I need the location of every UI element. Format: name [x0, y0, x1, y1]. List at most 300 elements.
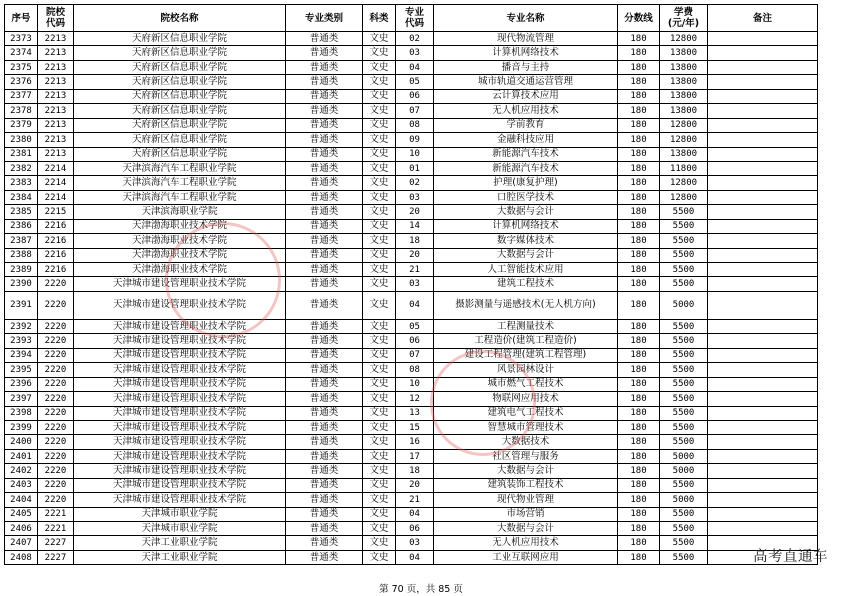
cell-category: 普通类 — [286, 478, 363, 492]
cell-fee: 5500 — [660, 334, 708, 348]
cell-subject: 文史 — [363, 219, 396, 233]
cell-school-code: 2220 — [38, 348, 74, 362]
cell-major-name: 城市轨道交通运营管理 — [434, 75, 618, 89]
cell-subject: 文史 — [363, 60, 396, 74]
cell-remark — [708, 277, 818, 291]
cell-remark — [708, 176, 818, 190]
cell-seq: 2374 — [5, 46, 38, 60]
cell-school-code: 2213 — [38, 104, 74, 118]
cell-remark — [708, 263, 818, 277]
cell-major-code: 01 — [396, 161, 434, 175]
cell-score: 180 — [618, 104, 660, 118]
table-row — [5, 75, 818, 89]
cell-school-name: 天津城市职业学院 — [74, 507, 286, 521]
cell-remark — [708, 363, 818, 377]
header-subject: 科类 — [363, 5, 396, 32]
cell-seq: 2386 — [5, 219, 38, 233]
cell-school-name: 天津城市建设管理职业技术学院 — [74, 464, 286, 478]
cell-remark — [708, 205, 818, 219]
table-row — [5, 319, 818, 333]
cell-school-code: 2221 — [38, 507, 74, 521]
cell-fee: 5000 — [660, 493, 708, 507]
cell-remark — [708, 291, 818, 319]
cell-subject: 文史 — [363, 32, 396, 46]
cell-category: 普通类 — [286, 46, 363, 60]
cell-major-name: 大数据与会计 — [434, 522, 618, 536]
cell-score: 180 — [618, 161, 660, 175]
cell-subject: 文史 — [363, 420, 396, 434]
cell-fee: 5500 — [660, 277, 708, 291]
cell-school-code: 2220 — [38, 277, 74, 291]
page-footer: 第 70 页，共 85 页 — [379, 584, 463, 595]
cell-major-name: 工程造价(建筑工程造价) — [434, 334, 618, 348]
cell-category: 普通类 — [286, 550, 363, 564]
cell-category: 普通类 — [286, 248, 363, 262]
table-row — [5, 392, 818, 406]
cell-major-name: 计算机网络技术 — [434, 219, 618, 233]
cell-school-code: 2216 — [38, 219, 74, 233]
cell-fee: 13800 — [660, 46, 708, 60]
cell-subject: 文史 — [363, 348, 396, 362]
cell-category: 普通类 — [286, 493, 363, 507]
cell-school-code: 2220 — [38, 478, 74, 492]
cell-fee: 5500 — [660, 248, 708, 262]
cell-subject: 文史 — [363, 435, 396, 449]
table-row — [5, 464, 818, 478]
table-row — [5, 334, 818, 348]
cell-school-name: 天津城市建设管理职业技术学院 — [74, 406, 286, 420]
cell-school-code: 2215 — [38, 205, 74, 219]
cell-score: 180 — [618, 263, 660, 277]
cell-major-code: 18 — [396, 464, 434, 478]
cell-major-code: 21 — [396, 493, 434, 507]
cell-school-code: 2213 — [38, 75, 74, 89]
cell-remark — [708, 248, 818, 262]
header-row — [5, 5, 818, 32]
cell-major-name: 摄影测量与遥感技术(无人机方向) — [434, 291, 618, 319]
cell-school-name: 天府新区信息职业学院 — [74, 46, 286, 60]
cell-score: 180 — [618, 478, 660, 492]
cell-fee: 5500 — [660, 507, 708, 521]
cell-major-name: 计算机网络技术 — [434, 46, 618, 60]
cell-category: 普通类 — [286, 435, 363, 449]
cell-major-name: 新能源汽车技术 — [434, 147, 618, 161]
cell-fee: 5500 — [660, 550, 708, 564]
cell-school-name: 天津城市建设管理职业技术学院 — [74, 420, 286, 434]
cell-score: 180 — [618, 291, 660, 319]
cell-school-name: 天津城市职业学院 — [74, 522, 286, 536]
cell-major-name: 大数据技术 — [434, 435, 618, 449]
cell-category: 普通类 — [286, 363, 363, 377]
cell-subject: 文史 — [363, 363, 396, 377]
cell-subject: 文史 — [363, 392, 396, 406]
cell-major-name: 大数据与会计 — [434, 205, 618, 219]
cell-category: 普通类 — [286, 118, 363, 132]
cell-remark — [708, 435, 818, 449]
cell-subject: 文史 — [363, 464, 396, 478]
cell-remark — [708, 392, 818, 406]
cell-seq: 2378 — [5, 104, 38, 118]
cell-major-name: 数字媒体技术 — [434, 234, 618, 248]
cell-school-code: 2216 — [38, 248, 74, 262]
cell-seq: 2402 — [5, 464, 38, 478]
cell-category: 普通类 — [286, 75, 363, 89]
cell-remark — [708, 234, 818, 248]
cell-fee: 13800 — [660, 147, 708, 161]
cell-subject: 文史 — [363, 319, 396, 333]
cell-major-name: 市场营销 — [434, 507, 618, 521]
cell-remark — [708, 464, 818, 478]
cell-remark — [708, 118, 818, 132]
cell-subject: 文史 — [363, 493, 396, 507]
cell-school-name: 天津渤海职业技术学院 — [74, 219, 286, 233]
cell-remark — [708, 522, 818, 536]
cell-school-name: 天津工业职业学院 — [74, 536, 286, 550]
cell-category: 普通类 — [286, 219, 363, 233]
cell-seq: 2404 — [5, 493, 38, 507]
cell-school-name: 天津滨海汽车工程职业学院 — [74, 161, 286, 175]
cell-school-code: 2213 — [38, 147, 74, 161]
cell-seq: 2375 — [5, 60, 38, 74]
cell-school-code: 2216 — [38, 234, 74, 248]
cell-subject: 文史 — [363, 406, 396, 420]
cell-major-code: 06 — [396, 522, 434, 536]
cell-major-name: 风景园林设计 — [434, 363, 618, 377]
table-row — [5, 234, 818, 248]
cell-major-code: 03 — [396, 536, 434, 550]
cell-subject: 文史 — [363, 507, 396, 521]
cell-remark — [708, 147, 818, 161]
cell-school-code: 2213 — [38, 133, 74, 147]
cell-seq: 2384 — [5, 190, 38, 204]
cell-seq: 2392 — [5, 319, 38, 333]
cell-subject: 文史 — [363, 522, 396, 536]
cell-subject: 文史 — [363, 147, 396, 161]
cell-major-code: 05 — [396, 319, 434, 333]
cell-major-name: 金融科技应用 — [434, 133, 618, 147]
cell-seq: 2385 — [5, 205, 38, 219]
cell-fee: 5000 — [660, 464, 708, 478]
cell-fee: 13800 — [660, 60, 708, 74]
cell-score: 180 — [618, 176, 660, 190]
cell-major-name: 建筑装饰工程技术 — [434, 478, 618, 492]
table-row — [5, 522, 818, 536]
table-row — [5, 219, 818, 233]
table-row — [5, 118, 818, 132]
cell-school-code: 2216 — [38, 263, 74, 277]
cell-remark — [708, 190, 818, 204]
admission-table-sheet — [4, 4, 818, 565]
cell-school-name: 天津城市建设管理职业技术学院 — [74, 277, 286, 291]
cell-seq: 2383 — [5, 176, 38, 190]
cell-major-code: 10 — [396, 377, 434, 391]
cell-school-code: 2220 — [38, 392, 74, 406]
corner-watermark-text: 高考直通车 — [753, 549, 828, 565]
cell-school-code: 2213 — [38, 32, 74, 46]
cell-remark — [708, 334, 818, 348]
cell-seq: 2381 — [5, 147, 38, 161]
cell-seq: 2405 — [5, 507, 38, 521]
cell-subject: 文史 — [363, 205, 396, 219]
cell-major-code: 08 — [396, 363, 434, 377]
cell-school-code: 2214 — [38, 161, 74, 175]
cell-remark — [708, 89, 818, 103]
cell-fee: 5500 — [660, 363, 708, 377]
cell-major-code: 10 — [396, 147, 434, 161]
cell-score: 180 — [618, 205, 660, 219]
cell-subject: 文史 — [363, 133, 396, 147]
cell-category: 普通类 — [286, 464, 363, 478]
cell-fee: 12800 — [660, 190, 708, 204]
cell-score: 180 — [618, 60, 660, 74]
cell-score: 180 — [618, 319, 660, 333]
table-row — [5, 32, 818, 46]
cell-major-name: 智慧城市管理技术 — [434, 420, 618, 434]
cell-score: 180 — [618, 219, 660, 233]
cell-major-code: 03 — [396, 190, 434, 204]
cell-seq: 2379 — [5, 118, 38, 132]
cell-category: 普通类 — [286, 176, 363, 190]
cell-major-name: 大数据与会计 — [434, 464, 618, 478]
cell-school-code: 2227 — [38, 536, 74, 550]
cell-major-code: 04 — [396, 291, 434, 319]
cell-fee: 5500 — [660, 377, 708, 391]
cell-fee: 12800 — [660, 133, 708, 147]
cell-school-name: 天津城市建设管理职业技术学院 — [74, 348, 286, 362]
cell-fee: 5500 — [660, 263, 708, 277]
cell-subject: 文史 — [363, 449, 396, 463]
cell-seq: 2397 — [5, 392, 38, 406]
cell-score: 180 — [618, 550, 660, 564]
table-row — [5, 406, 818, 420]
cell-remark — [708, 478, 818, 492]
cell-remark — [708, 104, 818, 118]
cell-seq: 2376 — [5, 75, 38, 89]
cell-remark — [708, 75, 818, 89]
cell-school-code: 2220 — [38, 334, 74, 348]
cell-score: 180 — [618, 536, 660, 550]
cell-school-name: 天津渤海职业技术学院 — [74, 234, 286, 248]
table-row — [5, 263, 818, 277]
header-school-code-line2: 代码 — [45, 18, 65, 29]
cell-major-code: 04 — [396, 507, 434, 521]
table-row — [5, 133, 818, 147]
table-row — [5, 507, 818, 521]
table-row — [5, 449, 818, 463]
cell-seq: 2407 — [5, 536, 38, 550]
cell-major-code: 04 — [396, 60, 434, 74]
table-row — [5, 277, 818, 291]
cell-remark — [708, 406, 818, 420]
cell-category: 普通类 — [286, 507, 363, 521]
cell-major-code: 09 — [396, 133, 434, 147]
cell-school-code: 2227 — [38, 550, 74, 564]
cell-subject: 文史 — [363, 89, 396, 103]
cell-category: 普通类 — [286, 104, 363, 118]
cell-category: 普通类 — [286, 319, 363, 333]
cell-score: 180 — [618, 334, 660, 348]
admission-table — [4, 4, 818, 565]
cell-school-code: 2220 — [38, 464, 74, 478]
cell-major-code: 02 — [396, 32, 434, 46]
cell-seq: 2396 — [5, 377, 38, 391]
cell-major-name: 建设工程管理(建筑工程管理) — [434, 348, 618, 362]
cell-major-code: 03 — [396, 46, 434, 60]
cell-subject: 文史 — [363, 277, 396, 291]
cell-category: 普通类 — [286, 133, 363, 147]
cell-major-code: 05 — [396, 75, 434, 89]
cell-seq: 2399 — [5, 420, 38, 434]
cell-remark — [708, 507, 818, 521]
cell-school-code: 2220 — [38, 435, 74, 449]
cell-major-code: 07 — [396, 104, 434, 118]
cell-category: 普通类 — [286, 205, 363, 219]
cell-subject: 文史 — [363, 161, 396, 175]
cell-score: 180 — [618, 420, 660, 434]
table-row — [5, 104, 818, 118]
header-school-code — [38, 5, 74, 32]
table-row — [5, 377, 818, 391]
cell-major-name: 现代物流管理 — [434, 32, 618, 46]
cell-fee: 5500 — [660, 478, 708, 492]
cell-score: 180 — [618, 32, 660, 46]
cell-fee: 12800 — [660, 32, 708, 46]
cell-fee: 12800 — [660, 118, 708, 132]
cell-category: 普通类 — [286, 536, 363, 550]
cell-major-name: 口腔医学技术 — [434, 190, 618, 204]
cell-major-code: 13 — [396, 406, 434, 420]
cell-school-name: 天津城市建设管理职业技术学院 — [74, 319, 286, 333]
cell-remark — [708, 133, 818, 147]
cell-school-name: 天津城市建设管理职业技术学院 — [74, 493, 286, 507]
header-remark: 备注 — [708, 5, 818, 32]
table-row — [5, 420, 818, 434]
cell-school-name: 天津城市建设管理职业技术学院 — [74, 478, 286, 492]
cell-category: 普通类 — [286, 522, 363, 536]
cell-fee: 5500 — [660, 522, 708, 536]
cell-seq: 2377 — [5, 89, 38, 103]
header-category: 专业类别 — [286, 5, 363, 32]
table-row — [5, 46, 818, 60]
cell-category: 普通类 — [286, 377, 363, 391]
cell-fee: 5500 — [660, 205, 708, 219]
cell-score: 180 — [618, 363, 660, 377]
cell-fee: 13800 — [660, 104, 708, 118]
cell-major-code: 20 — [396, 478, 434, 492]
cell-school-name: 天津城市建设管理职业技术学院 — [74, 392, 286, 406]
header-major-code-line1: 专业 — [404, 7, 424, 18]
cell-subject: 文史 — [363, 248, 396, 262]
header-school-name: 院校名称 — [74, 5, 286, 32]
cell-remark — [708, 348, 818, 362]
cell-category: 普通类 — [286, 334, 363, 348]
cell-major-name: 建筑电气工程技术 — [434, 406, 618, 420]
cell-school-code: 2220 — [38, 449, 74, 463]
cell-remark — [708, 420, 818, 434]
cell-category: 普通类 — [286, 291, 363, 319]
table-row — [5, 493, 818, 507]
cell-school-code: 2220 — [38, 377, 74, 391]
cell-seq: 2373 — [5, 32, 38, 46]
cell-fee: 5500 — [660, 536, 708, 550]
cell-school-name: 天津城市建设管理职业技术学院 — [74, 291, 286, 319]
cell-school-name: 天府新区信息职业学院 — [74, 60, 286, 74]
cell-score: 180 — [618, 522, 660, 536]
cell-seq: 2387 — [5, 234, 38, 248]
cell-score: 180 — [618, 449, 660, 463]
cell-school-code: 2221 — [38, 522, 74, 536]
cell-school-code: 2220 — [38, 406, 74, 420]
cell-seq: 2406 — [5, 522, 38, 536]
cell-subject: 文史 — [363, 550, 396, 564]
cell-subject: 文史 — [363, 190, 396, 204]
cell-school-name: 天津城市建设管理职业技术学院 — [74, 334, 286, 348]
cell-major-name: 建筑工程技术 — [434, 277, 618, 291]
header-major-code-line2: 代码 — [404, 18, 424, 29]
cell-fee: 13800 — [660, 89, 708, 103]
cell-major-code: 21 — [396, 263, 434, 277]
cell-remark — [708, 319, 818, 333]
cell-school-code: 2213 — [38, 60, 74, 74]
cell-category: 普通类 — [286, 348, 363, 362]
cell-major-name: 现代物业管理 — [434, 493, 618, 507]
cell-major-name: 工业互联网应用 — [434, 550, 618, 564]
cell-fee: 5500 — [660, 406, 708, 420]
cell-fee: 5000 — [660, 291, 708, 319]
header-fee-line1: 学费 — [673, 7, 693, 18]
header-fee — [660, 5, 708, 32]
cell-major-code: 08 — [396, 118, 434, 132]
cell-major-name: 社区管理与服务 — [434, 449, 618, 463]
cell-subject: 文史 — [363, 291, 396, 319]
table-row — [5, 190, 818, 204]
cell-fee: 5500 — [660, 234, 708, 248]
cell-category: 普通类 — [286, 263, 363, 277]
cell-subject: 文史 — [363, 334, 396, 348]
cell-subject: 文史 — [363, 176, 396, 190]
cell-remark — [708, 161, 818, 175]
cell-major-code: 12 — [396, 392, 434, 406]
cell-major-code: 18 — [396, 234, 434, 248]
cell-fee: 5500 — [660, 435, 708, 449]
cell-score: 180 — [618, 147, 660, 161]
cell-score: 180 — [618, 464, 660, 478]
cell-major-code: 02 — [396, 176, 434, 190]
table-row — [5, 348, 818, 362]
table-row — [5, 89, 818, 103]
cell-fee: 12800 — [660, 176, 708, 190]
cell-major-name: 云计算技术应用 — [434, 89, 618, 103]
cell-subject: 文史 — [363, 478, 396, 492]
cell-fee: 5500 — [660, 219, 708, 233]
cell-score: 180 — [618, 234, 660, 248]
cell-category: 普通类 — [286, 161, 363, 175]
cell-remark — [708, 60, 818, 74]
cell-school-name: 天府新区信息职业学院 — [74, 118, 286, 132]
cell-fee: 5500 — [660, 392, 708, 406]
cell-category: 普通类 — [286, 32, 363, 46]
cell-score: 180 — [618, 118, 660, 132]
cell-seq: 2390 — [5, 277, 38, 291]
cell-school-name: 天津渤海职业技术学院 — [74, 263, 286, 277]
cell-category: 普通类 — [286, 277, 363, 291]
cell-major-name: 大数据与会计 — [434, 248, 618, 262]
cell-score: 180 — [618, 133, 660, 147]
cell-school-code: 2220 — [38, 319, 74, 333]
table-row — [5, 176, 818, 190]
header-score: 分数线 — [618, 5, 660, 32]
table-row — [5, 435, 818, 449]
